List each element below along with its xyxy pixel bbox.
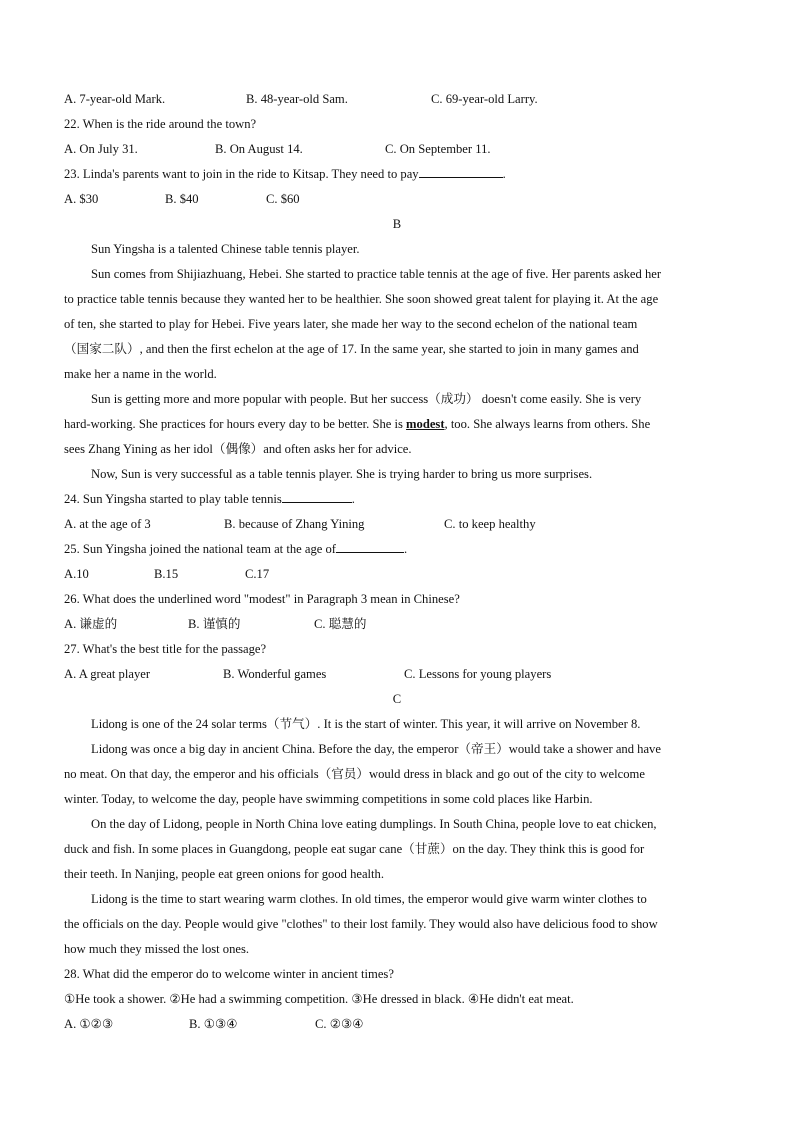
c-paragraph-3-line: duck and fish. In some places in Guangdong, people eat sugar cane（甘蔗）on the day. They think this is good for <box>64 842 645 856</box>
b-paragraph-2-line: Sun comes from Shijiazhuang, Hebei. She started to practice table tennis at the age of five. Her parents asked her <box>91 267 662 281</box>
b-paragraph-2-line: （国家二队）, and then the first echelon at the age of 17. In the same year, she started to join in many games and <box>64 342 639 356</box>
c-paragraph-4-line: Lidong is the time to start wearing warm clothes. In old times, the emperor would give warm winter clothes to <box>91 892 647 906</box>
q21-option-a: A. 7-year-old Mark. <box>64 92 166 106</box>
q27-options <box>64 664 730 684</box>
b-paragraph-1: Sun Yingsha is a talented Chinese table tennis player. <box>91 242 360 256</box>
q26-question: 26. What does the underlined word "modest" in Paragraph 3 mean in Chinese? <box>64 592 460 606</box>
q25-question-text: 25. Sun Yingsha joined the national team at the age of <box>64 542 336 556</box>
q23-question <box>64 164 730 184</box>
b-paragraph-4: Now, Sun is very successful as a table tennis player. She is trying harder to bring us more surprises. <box>91 467 593 481</box>
q26-option-c: C. 聪慧的 <box>314 617 367 631</box>
b-paragraph-2-line: make her a name in the world. <box>64 367 217 381</box>
q24-question-text: 24. Sun Yingsha started to play table tennis <box>64 492 282 506</box>
b-paragraph-3-line <box>64 414 730 434</box>
q28-option-c: C. ②③④ <box>315 1017 364 1031</box>
q26-options <box>64 614 730 634</box>
q21-options <box>64 89 730 109</box>
q25-option-a: A.10 <box>64 567 89 581</box>
q23-answer-blank[interactable] <box>419 165 503 178</box>
q24-option-c: C. to keep healthy <box>444 517 536 531</box>
b-paragraph-3-line: sees Zhang Yining as her idol（偶像）and often asks her for advice. <box>64 442 412 456</box>
section-c-heading: C <box>392 692 402 706</box>
q23-question-text: 23. Linda's parents want to join in the ride to Kitsap. They need to pay <box>64 167 419 181</box>
q21-option-c: C. 69-year-old Larry. <box>431 92 538 106</box>
q22-option-c: C. On September 11. <box>385 142 491 156</box>
q25-question <box>64 539 730 559</box>
q27-question: 27. What's the best title for the passage? <box>64 642 267 656</box>
q23-options <box>64 189 730 209</box>
underlined-word-modest: modest <box>406 417 445 431</box>
q25-options <box>64 564 730 584</box>
q24-end: . <box>351 492 355 506</box>
q24-question <box>64 489 730 509</box>
q28-question: 28. What did the emperor do to welcome winter in ancient times? <box>64 967 394 981</box>
b-paragraph-3-line: Sun is getting more and more popular with people. But her success（成功） doesn't come easily. She is very <box>91 392 642 406</box>
q25-option-b: B.15 <box>154 567 179 581</box>
c-paragraph-2-line: no meat. On that day, the emperor and his officials（官员）would dress in black and go out of the city to welcome <box>64 767 645 781</box>
q24-options <box>64 514 730 534</box>
q26-option-b: B. 谨慎的 <box>188 617 241 631</box>
q21-option-b: B. 48-year-old Sam. <box>246 92 348 106</box>
c-paragraph-4-line: how much they missed the lost ones. <box>64 942 250 956</box>
b-paragraph-2-line: to practice table tennis because they wanted her to be healthier. She soon showed great talent for playing it. At the age <box>64 292 659 306</box>
q22-question: 22. When is the ride around the town? <box>64 117 257 131</box>
q27-option-a: A. A great player <box>64 667 151 681</box>
c-paragraph-2-line: winter. Today, to welcome the day, people have swimming competitions in some cold places like Harbin. <box>64 792 593 806</box>
q28-statements: ①He took a shower. ②He had a swimming competition. ③He dressed in black. ④He didn't eat meat. <box>64 992 574 1006</box>
q24-answer-blank[interactable] <box>282 490 352 503</box>
section-b-heading: B <box>392 217 402 231</box>
c-paragraph-2-line: Lidong was once a big day in ancient China. Before the day, the emperor（帝王）would take a shower and have <box>91 742 661 756</box>
q25-end: . <box>403 542 408 556</box>
b-paragraph-2-line: of ten, she started to play for Hebei. Five years later, she made her way to the second echelon of the national team <box>64 317 638 331</box>
c-paragraph-4-line: the officials on the day. People would give "clothes" to their lost family. They would also have delicious food to show <box>64 917 658 931</box>
c-paragraph-3-line: On the day of Lidong, people in North China love eating dumplings. In South China, people love to eat chicken, <box>91 817 657 831</box>
q25-answer-blank[interactable] <box>336 540 404 553</box>
q22-option-a: A. On July 31. <box>64 142 138 156</box>
q23-end: . <box>502 167 506 181</box>
b-p3-text-after: , too. She always learns from others. She <box>444 417 651 431</box>
q28-options <box>64 1014 730 1034</box>
q23-option-c: C. $60 <box>266 192 300 206</box>
q22-option-b: B. On August 14. <box>215 142 303 156</box>
q23-option-a: A. $30 <box>64 192 99 206</box>
c-paragraph-1: Lidong is one of the 24 solar terms（节气）. It is the start of winter. This year, it will arrive on November 8. <box>91 717 641 731</box>
q24-option-b: B. because of Zhang Yining <box>224 517 365 531</box>
b-p3-text-before: hard-working. She practices for hours every day to be better. She is <box>64 417 407 431</box>
q28-option-a: A. ①②③ <box>64 1017 114 1031</box>
q27-option-c: C. Lessons for young players <box>404 667 552 681</box>
q28-option-b: B. ①③④ <box>189 1017 238 1031</box>
q26-option-a: A. 谦虚的 <box>64 617 118 631</box>
q22-options <box>64 139 730 159</box>
q25-option-c: C.17 <box>245 567 270 581</box>
q24-option-a: A. at the age of 3 <box>64 517 151 531</box>
q27-option-b: B. Wonderful games <box>223 667 327 681</box>
c-paragraph-3-line: their teeth. In Nanjing, people eat green onions for good health. <box>64 867 384 881</box>
q23-option-b: B. $40 <box>165 192 199 206</box>
